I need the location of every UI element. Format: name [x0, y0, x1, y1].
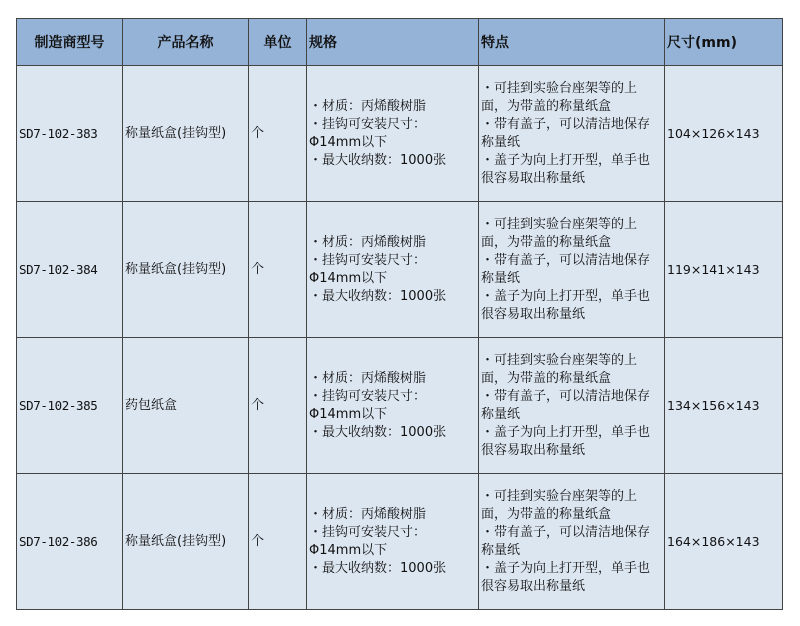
- spec-line: ・挂钩可安装尺寸：Φ14mm以下: [309, 252, 427, 286]
- feature-line: ・盖子为向上打开型，单手也很容易取出称量纸: [481, 560, 651, 594]
- cell-spec: [307, 474, 479, 610]
- spec-line: ・挂钩可安装尺寸：Φ14mm以下: [309, 116, 427, 150]
- cell-spec: [307, 338, 479, 474]
- cell-size: 164×186×143: [665, 474, 783, 610]
- feature-line: ・可挂到实验台座架等的上面，为带盖的称量纸盒: [481, 216, 638, 250]
- spec-line: ・材质：丙烯酸树脂: [309, 234, 427, 250]
- cell-spec: [307, 66, 479, 202]
- cell-name: 称量纸盒(挂钩型): [123, 66, 249, 202]
- feature-line: ・盖子为向上打开型，单手也很容易取出称量纸: [481, 152, 651, 186]
- cell-features: [479, 474, 665, 610]
- header-size: 尺寸(mm): [665, 19, 783, 66]
- header-spec: 规格: [307, 19, 479, 66]
- spec-line: ・最大收纳数：1000张: [309, 560, 447, 576]
- cell-model: SD7-102-383: [17, 66, 123, 202]
- spec-line: ・材质：丙烯酸树脂: [309, 370, 427, 386]
- spec-line: ・最大收纳数：1000张: [309, 288, 447, 304]
- cell-model: SD7-102-385: [17, 338, 123, 474]
- feature-line: ・带有盖子，可以清洁地保存称量纸: [481, 116, 651, 150]
- feature-line: ・带有盖子，可以清洁地保存称量纸: [481, 388, 651, 422]
- cell-spec: [307, 202, 479, 338]
- table-header: [17, 19, 783, 66]
- header-features: 特点: [479, 19, 665, 66]
- table-row: [17, 202, 783, 338]
- cell-size: 119×141×143: [665, 202, 783, 338]
- cell-features: [479, 338, 665, 474]
- header-name: 产品名称: [123, 19, 249, 66]
- spec-line: ・材质：丙烯酸树脂: [309, 506, 427, 522]
- cell-size: 104×126×143: [665, 66, 783, 202]
- feature-line: ・盖子为向上打开型，单手也很容易取出称量纸: [481, 424, 651, 458]
- spec-line: ・挂钩可安装尺寸：Φ14mm以下: [309, 524, 427, 558]
- cell-unit: 个: [249, 202, 307, 338]
- table-row: [17, 474, 783, 610]
- header-row: [17, 19, 783, 66]
- feature-line: ・可挂到实验台座架等的上面，为带盖的称量纸盒: [481, 352, 638, 386]
- spec-line: ・材质：丙烯酸树脂: [309, 98, 427, 114]
- header-model: 制造商型号: [17, 19, 123, 66]
- cell-name: 药包纸盒: [123, 338, 249, 474]
- cell-unit: 个: [249, 338, 307, 474]
- cell-name: 称量纸盒(挂钩型): [123, 202, 249, 338]
- spec-line: ・最大收纳数：1000张: [309, 424, 447, 440]
- table-row: [17, 338, 783, 474]
- spec-line: ・最大收纳数：1000张: [309, 152, 447, 168]
- cell-unit: 个: [249, 66, 307, 202]
- feature-line: ・带有盖子，可以清洁地保存称量纸: [481, 524, 651, 558]
- feature-line: ・盖子为向上打开型，单手也很容易取出称量纸: [481, 288, 651, 322]
- table-body: [17, 66, 783, 610]
- feature-line: ・可挂到实验台座架等的上面，为带盖的称量纸盒: [481, 488, 638, 522]
- spec-line: ・挂钩可安装尺寸：Φ14mm以下: [309, 388, 427, 422]
- cell-unit: 个: [249, 474, 307, 610]
- product-table: [16, 18, 783, 610]
- cell-model: SD7-102-386: [17, 474, 123, 610]
- cell-features: [479, 202, 665, 338]
- cell-features: [479, 66, 665, 202]
- feature-line: ・可挂到实验台座架等的上面，为带盖的称量纸盒: [481, 80, 638, 114]
- cell-size: 134×156×143: [665, 338, 783, 474]
- feature-line: ・带有盖子，可以清洁地保存称量纸: [481, 252, 651, 286]
- header-unit: 单位: [249, 19, 307, 66]
- table-row: [17, 66, 783, 202]
- cell-model: SD7-102-384: [17, 202, 123, 338]
- cell-name: 称量纸盒(挂钩型): [123, 474, 249, 610]
